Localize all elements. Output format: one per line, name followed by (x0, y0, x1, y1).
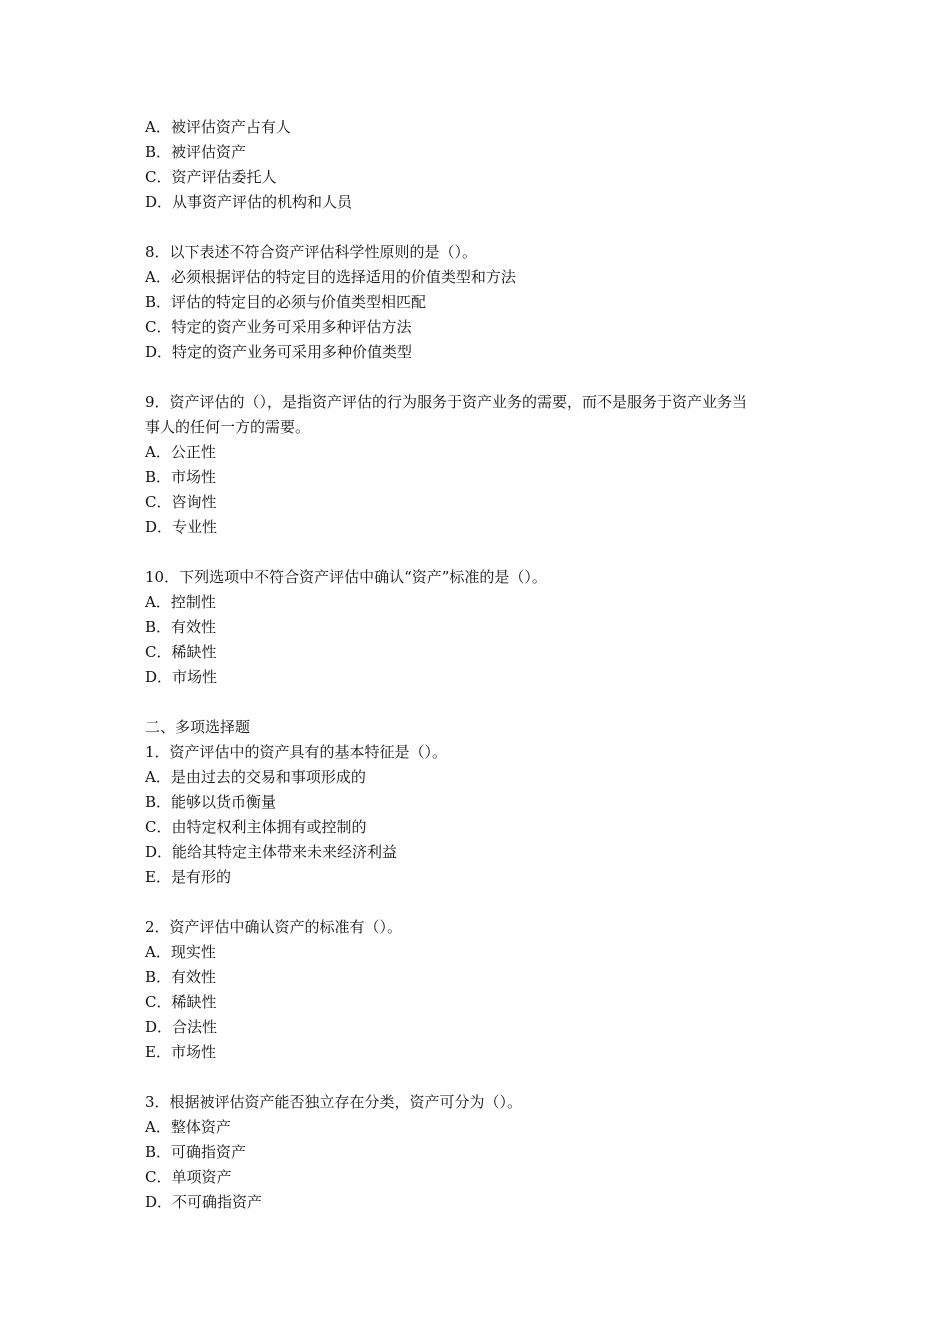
spacer (145, 215, 825, 240)
question-10-block (145, 565, 825, 690)
m2-option-b: B．有效性 (145, 968, 217, 986)
q9-stem-line-1: 9．资产评估的（），是指资产评估的行为服务于资产业务的需要，而不是服务于资产业务当 (145, 393, 748, 411)
m3-option-c: C．单项资产 (145, 1168, 232, 1186)
m2-option-a: A．现实性 (145, 943, 216, 961)
section-2-block (145, 715, 825, 890)
m1-option-c: C．由特定权利主体拥有或控制的 (145, 818, 367, 836)
document-page (145, 115, 825, 1215)
q8-stem: 8．以下表述不符合资产评估科学性原则的是（）。 (145, 243, 478, 261)
question-9-block (145, 390, 825, 540)
spacer (145, 1065, 825, 1090)
q8-option-c: C．特定的资产业务可采用多种评估方法 (145, 318, 412, 336)
q8-option-a: A．必须根据评估的特定目的选择适用的价值类型和方法 (145, 268, 516, 286)
m3-option-d: D．不可确指资产 (145, 1193, 263, 1211)
q9-option-b: B．市场性 (145, 468, 217, 486)
m2-option-d: D．合法性 (145, 1018, 218, 1036)
q10-option-d: D．市场性 (145, 668, 218, 686)
q7-option-c: C．资产评估委托人 (145, 168, 277, 186)
m3-option-b: B．可确指资产 (145, 1143, 247, 1161)
m1-option-b: B．能够以货币衡量 (145, 793, 277, 811)
question-7-block (145, 115, 825, 215)
multi-question-3-block (145, 1090, 825, 1215)
spacer (145, 890, 825, 915)
q10-stem: 10．下列选项中不符合资产评估中确认“资产”标准的是（）。 (145, 568, 547, 586)
spacer (145, 540, 825, 565)
q9-option-d: D．专业性 (145, 518, 218, 536)
m2-option-c: C．稀缺性 (145, 993, 217, 1011)
m1-option-a: A．是由过去的交易和事项形成的 (145, 768, 366, 786)
section-heading: 二、多项选择题 (145, 718, 251, 736)
m1-stem: 1．资产评估中的资产具有的基本特征是（）。 (145, 743, 448, 761)
q7-option-a: A．被评估资产占有人 (145, 118, 291, 136)
m2-stem: 2．资产评估中确认资产的标准有（）。 (145, 918, 403, 936)
q9-stem-line-2: 事人的任何一方的需要。 (145, 418, 311, 436)
q8-option-d: D．特定的资产业务可采用多种价值类型 (145, 343, 413, 361)
q10-option-a: A．控制性 (145, 593, 216, 611)
q7-option-b: B．被评估资产 (145, 143, 247, 161)
m1-option-d: D．能给其特定主体带来未来经济利益 (145, 843, 398, 861)
m3-stem: 3．根据被评估资产能否独立存在分类，资产可分为（）。 (145, 1093, 523, 1111)
q7-option-d: D．从事资产评估的机构和人员 (145, 193, 353, 211)
q8-option-b: B．评估的特定目的必须与价值类型相匹配 (145, 293, 427, 311)
question-8-block (145, 240, 825, 365)
q10-option-b: B．有效性 (145, 618, 217, 636)
spacer (145, 690, 825, 715)
m1-option-e: E．是有形的 (145, 868, 231, 886)
multi-question-2-block (145, 915, 825, 1065)
q9-option-c: C．咨询性 (145, 493, 217, 511)
q10-option-c: C．稀缺性 (145, 643, 217, 661)
m2-option-e: E．市场性 (145, 1043, 216, 1061)
m3-option-a: A．整体资产 (145, 1118, 231, 1136)
spacer (145, 365, 825, 390)
q9-option-a: A．公正性 (145, 443, 216, 461)
